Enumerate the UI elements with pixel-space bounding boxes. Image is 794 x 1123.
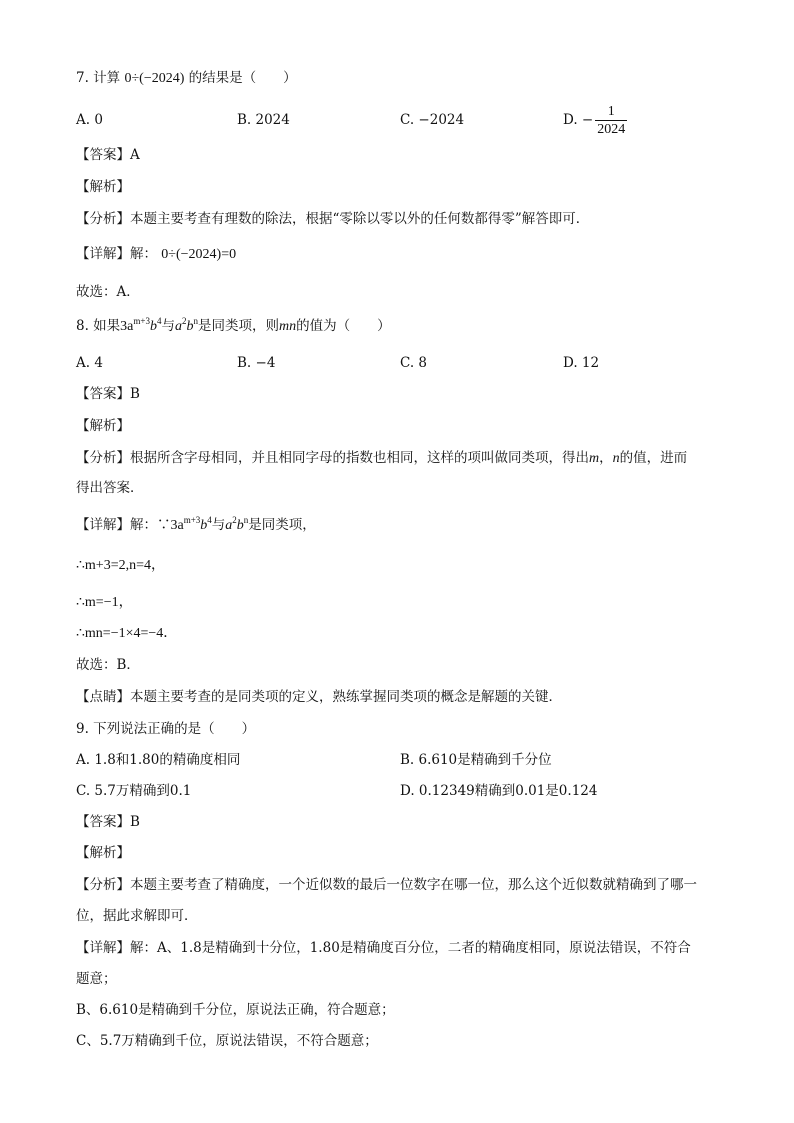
q8-term2-a: a <box>174 319 182 334</box>
q9-detail-b: B、6.610是精确到千分位，原说法正确，符合题意； <box>76 1002 395 1018</box>
q8-detail-term2-b: b <box>236 518 244 533</box>
q8-step2: ∴m=−1， <box>76 595 133 610</box>
q8-fenxi-line1 <box>76 448 687 469</box>
fraction-numerator: 1 <box>595 103 627 121</box>
q9-option-d: D. 0.12349精确到0.01是0.124 <box>400 783 598 799</box>
q9-stem: 9. 下列说法正确的是（ ） <box>76 721 256 737</box>
q8-stem-suffix: 的值为（ ） <box>296 318 391 334</box>
q9-detail-line2: 题意； <box>76 971 117 987</box>
q9-answer: 【答案】B <box>76 814 140 830</box>
q9-detail-c: C、5.7万精确到千位，原说法错误，不符合题意； <box>76 1033 378 1049</box>
q8-fenxi-line2: 得出答案． <box>76 480 144 496</box>
q8-step3: ∴mn=−1×4=−4． <box>76 626 178 641</box>
q8-stem <box>76 316 391 337</box>
q8-option-b: B. −4 <box>237 355 276 371</box>
q9-option-c: C. 5.7万精确到0.1 <box>76 783 192 799</box>
q7-detail-prefix: 【详解】解： <box>76 246 157 262</box>
q8-detail-mid: 与 <box>211 517 226 533</box>
q7-stem-suffix: 的结果是（ ） <box>188 70 297 86</box>
q8-term1-b-exp: 4 <box>156 316 162 326</box>
q9-option-a: A. 1.8和1.80的精确度相同 <box>76 752 241 768</box>
q8-choice: 故选：B． <box>76 657 140 673</box>
q8-stem-mid2: 是同类项，则 <box>197 318 279 334</box>
q7-analysis-label: 【解析】 <box>76 179 130 195</box>
q8-detail-suffix: 是同类项， <box>248 517 316 533</box>
q8-term2-a-exp: 2 <box>181 316 187 326</box>
q8-fenxi-prefix: 【分析】根据所含字母相同，并且相同字母的指数也相同，这样的项叫做同类项，得出 <box>76 450 589 466</box>
q8-option-d: D. 12 <box>563 355 600 371</box>
q7-detail <box>76 244 236 265</box>
q8-detail-term1-exp: m+3 <box>183 515 201 525</box>
q8-stem-prefix: 8. 如果 <box>76 318 121 334</box>
q8-term1-b: b <box>149 319 157 334</box>
q7-option-c: C. −2024 <box>400 112 465 128</box>
q7-option-d <box>563 100 627 140</box>
q8-dianjing: 【点睛】本题主要考查的是同类项的定义，熟练掌握同类项的概念是解题的关键． <box>76 689 562 705</box>
q8-fenxi-sep: ， <box>599 450 613 466</box>
q8-detail-term1 <box>170 515 212 533</box>
q8-detail-term2-b-exp: n <box>243 515 249 525</box>
q7-detail-math: 0÷(−2024)=0 <box>161 247 237 262</box>
q8-detail-term1-base: 3a <box>170 518 184 533</box>
q7-stem-math: 0÷(−2024) <box>124 71 185 86</box>
q9-fenxi-line2: 位，据此求解即可． <box>76 908 198 924</box>
q8-stem-mid: 与 <box>161 318 175 334</box>
q8-detail-prefix: 【详解】解：∵ <box>76 517 171 533</box>
q8-term1 <box>120 316 162 334</box>
q9-fenxi-line1: 【分析】本题主要考查了精确度，一个近似数的最后一位数字在哪一位，那么这个近似数就精确到了哪一 <box>76 877 697 893</box>
q8-stem-mn: mn <box>278 319 297 334</box>
q8-detail-term2-a-exp: 2 <box>232 515 237 525</box>
q8-fenxi-n: n <box>612 451 620 466</box>
q7-option-a: A. 0 <box>76 112 103 128</box>
q8-detail-term1-b-exp: 4 <box>207 515 212 525</box>
q9-option-b: B. 6.610是精确到千分位 <box>400 752 552 768</box>
q8-term1-exp: m+3 <box>133 316 150 326</box>
q8-option-c: C. 8 <box>400 355 428 371</box>
q8-term2 <box>174 316 198 334</box>
q8-detail <box>76 515 316 536</box>
q8-term2-b: b <box>186 319 194 334</box>
q8-step1: ∴m+3=2,n=4， <box>76 558 165 573</box>
q8-analysis-label: 【解析】 <box>76 418 130 434</box>
q8-detail-term2-a: a <box>225 518 233 533</box>
q8-term2-b-exp: n <box>193 316 198 326</box>
q7-stem <box>76 68 297 89</box>
q9-analysis-label: 【解析】 <box>76 845 130 861</box>
q7-option-d-prefix: D. − <box>563 112 594 128</box>
q8-fenxi-m: m <box>589 451 600 466</box>
q8-answer: 【答案】B <box>76 386 140 402</box>
q7-option-b: B. 2024 <box>237 112 290 128</box>
q9-detail-line1: 【详解】解：A、1.8是精确到十分位，1.80是精确度百分位，二者的精确度相同，原说法错误，不符合 <box>76 940 691 956</box>
fraction-denominator: 2024 <box>597 122 626 137</box>
q7-fenxi: 【分析】本题主要考查有理数的除法，根据“零除以零以外的任何数都得零”解答即可． <box>76 211 590 227</box>
q8-option-a: A. 4 <box>76 355 103 371</box>
q8-detail-term2 <box>225 515 249 533</box>
q7-stem-prefix: 7. 计算 <box>76 70 121 86</box>
q8-term1-base: 3a <box>120 319 134 334</box>
q8-fenxi-suffix: 的值，进而 <box>619 450 688 466</box>
q7-option-d-fraction <box>595 103 627 138</box>
q8-detail-term1-b: b <box>200 518 208 533</box>
q7-answer: 【答案】A <box>76 147 140 163</box>
q7-choice: 故选：A． <box>76 284 140 300</box>
